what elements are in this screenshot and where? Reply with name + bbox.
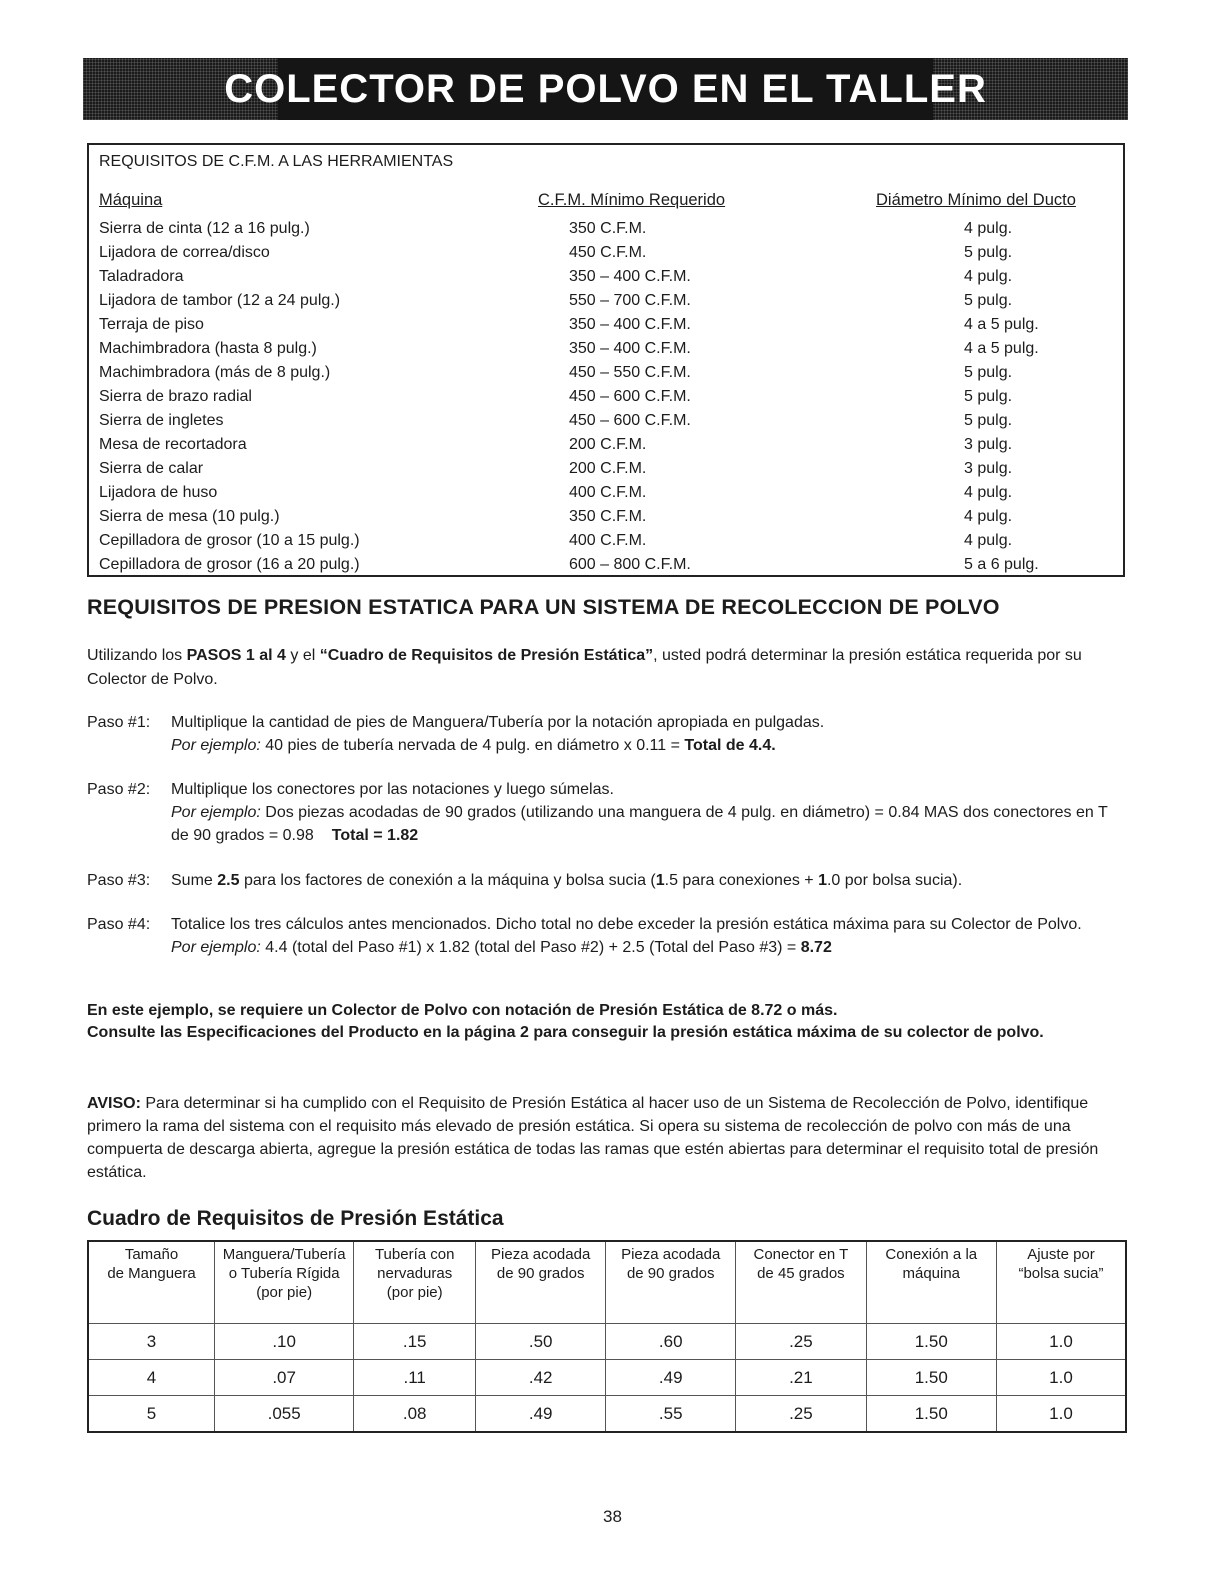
step-text: Multiplique la cantidad de pies de Manguera/Tubería por la notación apropiada en pulgadas. bbox=[171, 714, 825, 731]
cfm-value: 350 – 400 C.F.M. bbox=[569, 316, 691, 333]
header-line: máquina bbox=[902, 1265, 961, 1282]
step-3 bbox=[87, 869, 1127, 892]
header-line: nervaduras bbox=[377, 1265, 453, 1282]
col-header-machine-connection bbox=[866, 1241, 996, 1324]
cfm-row bbox=[99, 337, 1119, 361]
cfm-duct: 4 pulg. bbox=[964, 268, 1013, 285]
example-text: 40 pies de tubería nervada de 4 pulg. en diámetro x 0.11 = bbox=[260, 737, 685, 754]
table-cell: .42 bbox=[476, 1360, 606, 1396]
cfm-list bbox=[99, 217, 1119, 577]
col-header-hose-size bbox=[88, 1241, 215, 1324]
step-example bbox=[171, 936, 1127, 959]
col-header-ribbed-pipe bbox=[354, 1241, 476, 1324]
table-cell: 5 bbox=[88, 1396, 215, 1433]
table-cell: .50 bbox=[476, 1324, 606, 1360]
example-label: Por ejemplo: bbox=[171, 939, 261, 956]
step-text: Sume bbox=[171, 872, 218, 889]
cfm-row bbox=[99, 505, 1119, 529]
cfm-value: 200 C.F.M. bbox=[569, 460, 647, 477]
intro-bold-chart: “Cuadro de Requisitos de Presión Estática” bbox=[319, 647, 654, 664]
cfm-row bbox=[99, 265, 1119, 289]
cfm-row bbox=[99, 553, 1119, 577]
step-text: Totalice los tres cálculos antes mencionados. Dicho total no debe exceder la presión estática máxima para su Colector de Polvo. bbox=[171, 916, 1082, 933]
page-number: 38 bbox=[603, 1507, 622, 1526]
header-line: “bolsa sucia” bbox=[1018, 1265, 1104, 1282]
cfm-duct: 4 a 5 pulg. bbox=[964, 316, 1039, 333]
step-4 bbox=[87, 913, 1127, 959]
cfm-duct: 4 pulg. bbox=[964, 220, 1013, 237]
table-cell: .25 bbox=[736, 1324, 866, 1360]
table-cell: 1.50 bbox=[866, 1360, 996, 1396]
table-cell: 1.50 bbox=[866, 1396, 996, 1433]
example-total: 8.72 bbox=[800, 939, 832, 956]
step-label: Paso #2: bbox=[87, 781, 151, 798]
table-cell: .55 bbox=[606, 1396, 736, 1433]
col-header-elbow-90-b bbox=[606, 1241, 736, 1324]
cfm-row bbox=[99, 385, 1119, 409]
col-header-t-connector bbox=[736, 1241, 866, 1324]
step-label: Paso #1: bbox=[87, 714, 151, 731]
cfm-duct: 5 pulg. bbox=[964, 292, 1013, 309]
cfm-value: 400 C.F.M. bbox=[569, 532, 647, 549]
step-body bbox=[171, 869, 1127, 892]
step-text: .5 para conexiones + bbox=[664, 872, 819, 889]
cfm-machine: Sierra de calar bbox=[99, 460, 204, 477]
step-example bbox=[171, 801, 1127, 847]
cfm-header-duct: Diámetro Mínimo del Ducto bbox=[876, 191, 1076, 209]
cfm-row bbox=[99, 409, 1119, 433]
cfm-row bbox=[99, 313, 1119, 337]
cfm-machine: Sierra de brazo radial bbox=[99, 388, 252, 405]
table-row bbox=[88, 1324, 1126, 1360]
cfm-duct: 4 pulg. bbox=[964, 532, 1013, 549]
step-1 bbox=[87, 711, 1127, 757]
cfm-duct: 5 pulg. bbox=[964, 364, 1013, 381]
cfm-header-machine: Máquina bbox=[99, 191, 163, 209]
cfm-duct: 3 pulg. bbox=[964, 436, 1013, 453]
table-cell: 4 bbox=[88, 1360, 215, 1396]
table-cell: 3 bbox=[88, 1324, 215, 1360]
aviso-text: Para determinar si ha cumplido con el Requisito de Presión Estática al hacer uso de un Sistema de Recolección de Polvo, identifique primero la rama del sistema con el requisito más elevado de presión estática. Si opera su sistema de recolección de polvo con más de una compuerta de descarga abierta, agregue la presión estática de todas las ramas que estén abiertas para determinar el requisito total de presión estática. bbox=[87, 1095, 1099, 1181]
cfm-row bbox=[99, 433, 1119, 457]
example-total: Total = 1.82 bbox=[331, 827, 419, 844]
header-line: Conexión a la bbox=[885, 1246, 978, 1263]
specifications-note: Consulte las Especificaciones del Producto en la página 2 para conseguir la presión estática máxima de su colector de polvo. bbox=[87, 1024, 1044, 1041]
step-label: Paso #4: bbox=[87, 916, 151, 933]
step-body bbox=[171, 913, 1127, 959]
cfm-machine: Machimbradora (más de 8 pulg.) bbox=[99, 364, 331, 381]
static-pressure-chart-title: Cuadro de Requisitos de Presión Estática bbox=[87, 1207, 504, 1230]
table-cell: .15 bbox=[354, 1324, 476, 1360]
banner-title-box bbox=[224, 58, 987, 120]
cfm-value: 450 – 550 C.F.M. bbox=[569, 364, 691, 381]
cfm-machine: Machimbradora (hasta 8 pulg.) bbox=[99, 340, 317, 357]
cfm-duct: 5 a 6 pulg. bbox=[964, 556, 1039, 573]
header-line: o Tubería Rígida bbox=[228, 1265, 340, 1282]
example-text: 4.4 (total del Paso #1) x 1.82 (total del Paso #2) + 2.5 (Total del Paso #3) = bbox=[260, 939, 801, 956]
cfm-row bbox=[99, 361, 1119, 385]
cfm-value: 350 – 400 C.F.M. bbox=[569, 340, 691, 357]
intro-bold-steps: PASOS 1 al 4 bbox=[186, 647, 286, 664]
col-header-hose-pipe bbox=[215, 1241, 354, 1324]
cfm-machine: Lijadora de tambor (12 a 24 pulg.) bbox=[99, 292, 341, 309]
cfm-duct: 4 pulg. bbox=[964, 508, 1013, 525]
cfm-value: 450 C.F.M. bbox=[569, 244, 647, 261]
example-requirement-note: En este ejemplo, se requiere un Colector de Polvo con notación de Presión Estática de 8.72 o más. bbox=[87, 1002, 838, 1019]
cfm-duct: 5 pulg. bbox=[964, 244, 1013, 261]
col-header-elbow-90-a bbox=[476, 1241, 606, 1324]
table-cell: 1.0 bbox=[996, 1360, 1126, 1396]
cfm-duct: 4 a 5 pulg. bbox=[964, 340, 1039, 357]
header-line: (por pie) bbox=[386, 1284, 443, 1301]
table-cell: 1.0 bbox=[996, 1324, 1126, 1360]
header-line: Tubería con bbox=[374, 1246, 455, 1263]
table-cell: .10 bbox=[215, 1324, 354, 1360]
header-line: Conector en T bbox=[753, 1246, 849, 1263]
cfm-value: 450 – 600 C.F.M. bbox=[569, 388, 691, 405]
step-bold-value: 1 bbox=[818, 872, 827, 889]
cfm-duct: 4 pulg. bbox=[964, 484, 1013, 501]
step-text: para los factores de conexión a la máquina y bolsa sucia ( bbox=[239, 872, 656, 889]
header-line: de 90 grados bbox=[626, 1265, 715, 1282]
banner-title: COLECTOR DE POLVO EN EL TALLER bbox=[224, 66, 987, 111]
cfm-value: 350 C.F.M. bbox=[569, 220, 647, 237]
table-header-row bbox=[88, 1241, 1126, 1324]
cfm-box-title: REQUISITOS DE C.F.M. A LAS HERRAMIENTAS bbox=[99, 153, 454, 170]
cfm-duct: 5 pulg. bbox=[964, 412, 1013, 429]
table-cell: .25 bbox=[736, 1396, 866, 1433]
step-2 bbox=[87, 778, 1127, 847]
cfm-machine: Sierra de mesa (10 pulg.) bbox=[99, 508, 280, 525]
cfm-machine: Taladradora bbox=[99, 268, 184, 285]
intro-paragraph bbox=[87, 644, 1122, 692]
header-line: (por pie) bbox=[256, 1284, 313, 1301]
cfm-machine: Terraja de piso bbox=[99, 316, 204, 333]
example-text: Dos piezas acodadas de 90 grados (utilizando una manguera de 4 pulg. en diámetro) = 0.84 MAS dos conectores en T de 90 grados = 0.98 bbox=[171, 804, 1108, 844]
cfm-machine: Cepilladora de grosor (16 a 20 pulg.) bbox=[99, 556, 360, 573]
step-bold-value: 2.5 bbox=[217, 872, 240, 889]
bold-notes bbox=[87, 1000, 1122, 1044]
cfm-row bbox=[99, 457, 1119, 481]
cfm-value: 350 C.F.M. bbox=[569, 508, 647, 525]
cfm-header-cfm: C.F.M. Mínimo Requerido bbox=[538, 191, 726, 209]
cfm-value: 400 C.F.M. bbox=[569, 484, 647, 501]
cfm-row bbox=[99, 529, 1119, 553]
table-cell: .11 bbox=[354, 1360, 476, 1396]
step-body bbox=[171, 778, 1127, 847]
table-cell: .21 bbox=[736, 1360, 866, 1396]
cfm-row bbox=[99, 481, 1119, 505]
header-line: de 90 grados bbox=[496, 1265, 585, 1282]
cfm-value: 550 – 700 C.F.M. bbox=[569, 292, 691, 309]
intro-text: y el bbox=[285, 647, 320, 664]
step-text: .0 por bolsa sucia). bbox=[826, 872, 963, 889]
aviso-label: AVISO: bbox=[87, 1095, 141, 1112]
header-line: Pieza acodada bbox=[621, 1246, 721, 1263]
cfm-duct: 5 pulg. bbox=[964, 388, 1013, 405]
header-line: Pieza acodada bbox=[491, 1246, 591, 1263]
cfm-machine: Sierra de cinta (12 a 16 pulg.) bbox=[99, 220, 310, 237]
static-pressure-heading: REQUISITOS DE PRESION ESTATICA PARA UN SISTEMA DE RECOLECCION DE POLVO bbox=[87, 595, 1000, 619]
header-line: Ajuste por bbox=[1027, 1246, 1095, 1263]
table-row bbox=[88, 1396, 1126, 1433]
cfm-duct: 3 pulg. bbox=[964, 460, 1013, 477]
step-text: Multiplique los conectores por las notaciones y luego súmelas. bbox=[171, 781, 614, 798]
header-line: Tamaño bbox=[124, 1246, 179, 1263]
header-line: de Manguera bbox=[107, 1265, 196, 1282]
step-body bbox=[171, 711, 1127, 757]
cfm-value: 600 – 800 C.F.M. bbox=[569, 556, 691, 573]
cfm-machine: Mesa de recortadora bbox=[99, 436, 247, 453]
example-label: Por ejemplo: bbox=[171, 737, 261, 754]
header-line: Manguera/Tubería bbox=[222, 1246, 346, 1263]
table-cell: .055 bbox=[215, 1396, 354, 1433]
table-cell: .49 bbox=[476, 1396, 606, 1433]
cfm-row bbox=[99, 217, 1119, 241]
table-row bbox=[88, 1360, 1126, 1396]
cfm-requirements-box bbox=[87, 143, 1125, 577]
example-total: Total de 4.4. bbox=[684, 737, 776, 754]
cfm-machine: Sierra de ingletes bbox=[99, 412, 224, 429]
table-cell: .07 bbox=[215, 1360, 354, 1396]
intro-text: Utilizando los bbox=[87, 647, 187, 664]
intro-text: , usted podrá determinar la presión estática requerida por su Colector de Polvo. bbox=[87, 647, 1082, 688]
static-pressure-table bbox=[87, 1240, 1127, 1433]
table-cell: .49 bbox=[606, 1360, 736, 1396]
table-cell: .08 bbox=[354, 1396, 476, 1433]
table-cell: 1.0 bbox=[996, 1396, 1126, 1433]
header-line: de 45 grados bbox=[757, 1265, 845, 1282]
page-banner bbox=[83, 58, 1128, 120]
cfm-row bbox=[99, 289, 1119, 313]
step-bold-value: 1 bbox=[655, 872, 665, 889]
cfm-machine: Lijadora de correa/disco bbox=[99, 244, 270, 261]
cfm-machine: Lijadora de huso bbox=[99, 484, 218, 501]
table-cell: .60 bbox=[606, 1324, 736, 1360]
step-example bbox=[171, 734, 1127, 757]
cfm-value: 350 – 400 C.F.M. bbox=[569, 268, 691, 285]
example-label: Por ejemplo: bbox=[171, 804, 261, 821]
cfm-machine: Cepilladora de grosor (10 a 15 pulg.) bbox=[99, 532, 360, 549]
cfm-value: 450 – 600 C.F.M. bbox=[569, 412, 691, 429]
cfm-value: 200 C.F.M. bbox=[569, 436, 647, 453]
cfm-row bbox=[99, 241, 1119, 265]
aviso-paragraph bbox=[87, 1092, 1132, 1184]
table-cell: 1.50 bbox=[866, 1324, 996, 1360]
step-label: Paso #3: bbox=[87, 872, 151, 889]
col-header-dirty-bag bbox=[996, 1241, 1126, 1324]
